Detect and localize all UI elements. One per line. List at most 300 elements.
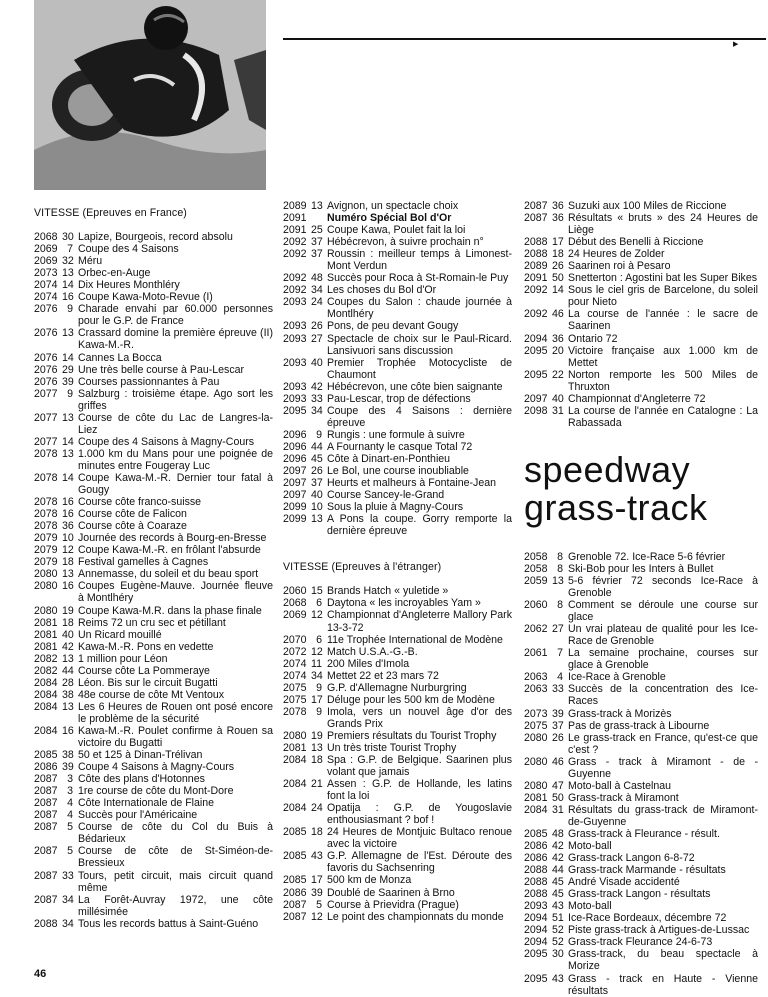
article-title: Heurts et malheurs à Fontaine-Jean: [327, 477, 496, 490]
page-ref: 14: [62, 351, 74, 364]
article-title: Grass-track à Fleurance - résult.: [568, 827, 720, 840]
page-ref: 13: [62, 411, 74, 424]
issue-number: 2097: [283, 489, 307, 502]
issue-number: 2085: [283, 850, 307, 863]
article-title: Snetterton : Agostini bat les Super Bikes: [568, 272, 758, 285]
article-title: Résultats « bruts » des 24 Heures de Liège: [568, 212, 758, 237]
index-entry: [283, 694, 512, 706]
article-title: Salzburg : troisième étape. Ago sort les griffes: [78, 387, 273, 412]
page-ref: 17: [311, 874, 323, 887]
page-ref: 44: [62, 664, 74, 677]
article-title: Côte Internationale de Flaine: [78, 797, 215, 810]
page-ref: 34: [311, 669, 323, 682]
article-title: André Visade accidenté: [568, 876, 680, 889]
index-column-3: [524, 200, 758, 997]
article-title: Course de côte du Col du Buis à Bédarieux: [78, 821, 273, 846]
page-ref: 9: [316, 681, 322, 694]
issue-number: 2087: [34, 809, 58, 822]
index-entry: [34, 653, 273, 665]
issue-number: 2059: [524, 574, 548, 587]
article-title: Brands Hatch « yuletide »: [327, 585, 449, 598]
article-title: Course côte à Coaraze: [78, 520, 187, 533]
page-ref: 33: [311, 392, 323, 405]
index-entry: [283, 682, 512, 694]
index-entry: [283, 320, 512, 332]
article-title: G.P. Allemagne de l'Est. Déroute des favoris du Sachsenring: [327, 850, 512, 875]
article-title: 1.000 km du Mans pour une poignée de minutes entre Fougeray Luc: [78, 447, 273, 472]
article-title: Avignon, un spectacle choix: [327, 200, 459, 212]
section-heading-vitesse-etranger: VITESSE (Epreuves à l'étranger): [283, 561, 442, 574]
article-title: La course de l'année : le sacre de Saarinen: [568, 308, 758, 333]
article-title: Course de côte du Lac de Langres-la-Liez: [78, 411, 273, 436]
issue-number: 2085: [34, 749, 58, 762]
entry-list: [524, 551, 758, 997]
issue-number: 2093: [283, 320, 307, 333]
article-title: Grass-track Fleurance 24-6-73: [568, 936, 713, 949]
article-title: Ice-Race Bordeaux, décembre 72: [568, 912, 727, 925]
page-ref: 15: [311, 585, 323, 598]
index-entry: [524, 900, 758, 912]
index-entry: [524, 756, 758, 780]
entry-list: [34, 231, 273, 930]
article-title: Grass - track à Miramont - de - Guyenne: [568, 755, 758, 780]
page-ref: 44: [311, 440, 323, 453]
issue-number: 2092: [283, 272, 307, 285]
issue-number: 2081: [34, 640, 58, 653]
page-ref: 12: [311, 609, 323, 622]
index-entry: [524, 405, 758, 429]
issue-number: 2092: [283, 248, 307, 261]
page-ref: 36: [552, 212, 564, 225]
page-ref: 11: [311, 657, 322, 670]
issue-number: 2060: [283, 585, 307, 598]
page-ref: 4: [557, 671, 563, 684]
index-entry: [283, 453, 512, 465]
issue-number: 2087: [34, 845, 58, 858]
page-ref: 45: [552, 888, 564, 901]
index-entry: [283, 441, 512, 453]
page-ref: 21: [311, 778, 323, 791]
index-entry: [283, 826, 512, 850]
article-title: Moto-ball: [568, 840, 612, 853]
article-title: La Forêt-Auvray 1972, une côte millésimée: [78, 893, 273, 918]
article-title: Coupe des 4 Saisons à Magny-Cours: [78, 435, 255, 448]
page-ref: 16: [62, 496, 74, 509]
index-entry: [283, 802, 512, 826]
index-entry: [524, 575, 758, 599]
article-title: Moto-ball à Castelnau: [568, 779, 672, 792]
index-entry: [524, 647, 758, 671]
page-ref: 39: [552, 707, 564, 720]
issue-number: 2093: [524, 900, 548, 913]
page-ref: 37: [311, 236, 323, 249]
issue-number: 2080: [34, 604, 58, 617]
page-ref: 31: [552, 803, 564, 816]
page-ref: 13: [311, 200, 323, 212]
page-ref: 42: [311, 380, 323, 393]
index-entry: [524, 393, 758, 405]
page-ref: 34: [62, 917, 74, 930]
index-entry: [34, 364, 273, 376]
issue-number: 2095: [283, 404, 307, 417]
index-entry: [34, 556, 273, 568]
index-column-1: [34, 207, 273, 930]
index-entry: [283, 646, 512, 658]
article-title: Crassard domine la première épreuve (II) Kawa-M.-R.: [78, 327, 273, 352]
page-ref: 4: [67, 809, 73, 822]
article-title: Kawa-M.-R. Poulet confirme à Rouen sa victoire du Bugatti: [78, 724, 273, 750]
issue-number: 2073: [34, 267, 58, 280]
page-ref: 5: [316, 898, 322, 911]
index-entry: [34, 243, 273, 255]
index-entry: [283, 706, 512, 730]
issue-number: 2058: [524, 562, 548, 575]
page-ref: 14: [62, 471, 74, 484]
article-title: Grass-track, du beau spectacle à Morize: [568, 948, 758, 973]
page-ref: 40: [311, 356, 323, 369]
index-entry: [283, 381, 512, 393]
article-title: Coupe 4 Saisons à Magny-Cours: [78, 761, 235, 774]
issue-number: 2091: [283, 224, 307, 237]
index-entry: [283, 513, 512, 537]
article-title: Imola, vers un nouvel âge d'or des Grands Prix: [327, 705, 512, 730]
index-entry: [283, 887, 512, 899]
page-ref: 30: [552, 948, 564, 961]
section-title-speedway: speedway: [524, 448, 691, 490]
issue-number: 2077: [34, 435, 58, 448]
issue-number: 2093: [283, 356, 307, 369]
index-entry: [283, 489, 512, 501]
issue-number: 2074: [34, 291, 58, 304]
article-title: Moto-ball: [568, 900, 612, 913]
issue-number: 2085: [283, 826, 307, 839]
top-rule: [283, 38, 766, 40]
article-title: Résultats du grass-track de Miramont-de-Guyenne: [568, 803, 758, 828]
page-ref: 12: [311, 910, 323, 923]
motorcycle-photo: [34, 0, 266, 190]
article-title: Coupe Kawa-M.-R. Dernier tour fatal à Gougy: [78, 471, 273, 497]
article-title: Léon. Bis sur le circuit Bugatti: [78, 676, 218, 689]
issue-number: 2080: [34, 580, 58, 593]
issue-number: 2087: [283, 898, 307, 911]
index-entry: [524, 912, 758, 924]
article-title: Hébécrevon, à suivre prochain n°: [327, 236, 484, 249]
page-ref: 37: [311, 477, 323, 490]
issue-number: 2075: [283, 681, 307, 694]
page-ref: 7: [557, 647, 563, 660]
issue-number: 2096: [283, 452, 307, 465]
page-ref: 9: [67, 303, 73, 316]
issue-number: 2086: [283, 886, 307, 899]
index-entry: [524, 804, 758, 828]
section-title-grass-track: grass-track: [524, 486, 708, 528]
index-entry: [524, 563, 758, 575]
page-ref: 26: [311, 465, 323, 478]
page-ref: 13: [62, 267, 74, 280]
page-ref: 34: [311, 284, 323, 297]
article-title: Premier Trophée Motocycliste de Chaumont: [327, 356, 512, 381]
issue-number: 2082: [34, 664, 58, 677]
index-entry: [34, 809, 273, 821]
article-title: 50 et 125 à Dinan-Trélivan: [78, 749, 203, 762]
issue-number: 2087: [34, 821, 58, 834]
index-entry: [524, 828, 758, 840]
index-entry: [283, 585, 512, 597]
page-ref: 18: [62, 556, 74, 569]
index-entry: [524, 876, 758, 888]
issue-number: 2081: [34, 628, 58, 641]
article-title: 48e course de côte Mt Ventoux: [78, 688, 225, 701]
article-title: Numéro Spécial Bol d'Or: [327, 212, 452, 225]
index-entry: [283, 778, 512, 802]
index-entry: [524, 260, 758, 272]
page-ref: 39: [62, 761, 74, 774]
article-title: Journée des records à Bourg-en-Bresse: [78, 532, 267, 545]
index-entry: [283, 742, 512, 754]
article-title: Doublé de Saarinen à Brno: [327, 886, 455, 899]
article-title: La semaine prochaine, courses sur glace à Grenoble: [568, 647, 758, 672]
issue-number: 2063: [524, 671, 548, 684]
index-column-2: [283, 200, 512, 923]
page-ref: 48: [311, 272, 323, 285]
article-title: Grass-track Langon - résultats: [568, 888, 711, 901]
issue-number: 2084: [283, 802, 307, 815]
issue-number: 2078: [34, 496, 58, 509]
issue-number: 2091: [524, 272, 548, 285]
index-entry: [524, 599, 758, 623]
page-ref: 37: [311, 248, 323, 261]
issue-number: 2088: [524, 876, 548, 889]
index-entry: [524, 936, 758, 948]
index-entry: [524, 369, 758, 393]
page-ref: 9: [316, 428, 322, 441]
index-entry: [524, 924, 758, 936]
page-ref: 12: [62, 544, 74, 557]
article-title: Annemasse, du soleil et du beau sport: [78, 568, 259, 581]
page-ref: 42: [552, 840, 564, 853]
page-ref: 25: [311, 224, 323, 237]
issue-number: 2069: [34, 255, 58, 268]
article-title: Coupe Kawa-M.-R. en frôlant l'absurde: [78, 544, 261, 557]
page-number: 46: [34, 968, 47, 980]
entry-list: [283, 585, 512, 922]
index-entry: [34, 568, 273, 580]
article-title: Roussin : meilleur temps à Limonest-Mont Verdun: [327, 248, 512, 273]
page-ref: 39: [62, 375, 74, 388]
article-title: Coupe Kawa-Moto-Revue (I): [78, 291, 213, 304]
issue-number: 2088: [524, 888, 548, 901]
index-entry: [34, 388, 273, 412]
issue-number: 2089: [524, 260, 548, 273]
issue-number: 2082: [34, 652, 58, 665]
index-entry: [34, 641, 273, 653]
index-entry: [34, 785, 273, 797]
arrow-marker-icon: ▶: [733, 41, 739, 48]
page-ref: 16: [62, 580, 74, 593]
page-ref: 43: [311, 850, 323, 863]
issue-number: 2092: [524, 308, 548, 321]
page-ref: 40: [62, 628, 74, 641]
index-entry: [34, 689, 273, 701]
article-title: La course de l'année en Catalogne : La Rabassada: [568, 404, 758, 429]
article-title: Le point des championnats du monde: [327, 910, 504, 923]
page-ref: 3: [67, 773, 73, 786]
index-entry: [283, 236, 512, 248]
article-title: Cannes La Bocca: [78, 351, 162, 364]
issue-number: 2081: [524, 791, 548, 804]
index-entry: [524, 840, 758, 852]
issue-number: 2093: [283, 380, 307, 393]
index-entry: [283, 465, 512, 477]
article-title: Orbec-en-Auge: [78, 267, 151, 280]
issue-number: 2094: [524, 332, 548, 345]
issue-number: 2085: [524, 827, 548, 840]
article-title: Pons, de peu devant Gougy: [327, 320, 459, 333]
issue-number: 2061: [524, 647, 548, 660]
issue-number: 2069: [283, 609, 307, 622]
page-ref: 43: [552, 972, 564, 985]
issue-number: 2092: [283, 284, 307, 297]
article-title: 200 Miles d'Imola: [327, 657, 410, 670]
index-entry: [34, 279, 273, 291]
issue-number: 2091: [283, 212, 307, 225]
article-title: Reims 72 un cru sec et pétillant: [78, 616, 226, 629]
page-ref: 27: [311, 332, 323, 345]
index-entry: [34, 918, 273, 930]
index-entry: [283, 670, 512, 682]
page-ref: 50: [552, 791, 564, 804]
page-ref: 14: [62, 435, 74, 448]
issue-number: 2088: [524, 248, 548, 261]
index-entry: [34, 231, 273, 243]
page-ref: 38: [62, 688, 74, 701]
article-title: A Fournanty le casque Total 72: [327, 440, 473, 453]
issue-number: 2069: [34, 243, 58, 256]
page-ref: 28: [62, 676, 74, 689]
page-ref: 19: [311, 729, 323, 742]
issue-number: 2076: [34, 375, 58, 388]
issue-number: 2088: [524, 236, 548, 249]
issue-number: 2080: [524, 779, 548, 792]
issue-number: 2081: [34, 616, 58, 629]
index-entry: [524, 333, 758, 345]
issue-number: 2077: [34, 411, 58, 424]
issue-number: 2087: [524, 200, 548, 212]
issue-number: 2087: [34, 869, 58, 882]
index-entry: [34, 894, 273, 918]
issue-number: 2094: [524, 924, 548, 937]
article-title: Assen : G.P. de Hollande, les latins font la loi: [327, 778, 512, 803]
article-title: Pau-Lescar, trop de défections: [327, 392, 471, 405]
article-title: Succès pour Roca à St-Romain-le Puy: [327, 272, 509, 285]
article-title: Saarinen roi à Pesaro: [568, 260, 671, 273]
issue-number: 2087: [34, 785, 58, 798]
page-ref: 52: [552, 936, 564, 949]
page-ref: 47: [552, 779, 564, 792]
issue-number: 2095: [524, 368, 548, 381]
page-ref: 8: [557, 550, 563, 563]
issue-number: 2068: [34, 231, 58, 244]
article-title: Piste grass-track à Artigues-de-Lussac: [568, 924, 750, 937]
article-title: Kawa-M.-R. Pons en vedette: [78, 640, 214, 653]
page-ref: 30: [62, 231, 74, 244]
article-title: Championnat d'Angleterre Mallory Park 13-3-72: [327, 609, 512, 634]
page-ref: 13: [62, 652, 74, 665]
issue-number: 2086: [524, 852, 548, 865]
page-ref: 31: [552, 404, 564, 417]
index-entry: [283, 429, 512, 441]
index-entry: [34, 773, 273, 785]
article-title: Sous le ciel gris de Barcelone, du soleil pour Nieto: [568, 284, 758, 309]
article-title: Coupe Kawa-M.R. dans la phase finale: [78, 604, 262, 617]
issue-number: 2097: [283, 465, 307, 478]
page-ref: 18: [311, 754, 323, 767]
page-ref: 26: [552, 731, 564, 744]
index-entry: [524, 780, 758, 792]
index-entry: [34, 291, 273, 303]
article-title: Hébécrevon, une côte bien saignante: [327, 380, 503, 393]
article-title: 24 Heures de Zolder: [568, 248, 665, 261]
issue-number: 2094: [524, 936, 548, 949]
page-ref: 8: [557, 562, 563, 575]
issue-number: 2084: [34, 676, 58, 689]
index-entry: [34, 617, 273, 629]
issue-number: 2074: [283, 669, 307, 682]
index-entry: [34, 725, 273, 749]
page-ref: 13: [311, 513, 323, 526]
issue-number: 2078: [34, 508, 58, 521]
issue-number: 2096: [283, 440, 307, 453]
article-title: 1re course de côte du Mont-Dore: [78, 785, 234, 798]
index-entry: [283, 730, 512, 742]
article-title: Festival gamelles à Cagnes: [78, 556, 209, 569]
index-entry: [34, 821, 273, 845]
page-ref: 42: [62, 640, 74, 653]
index-entry: [34, 532, 273, 544]
page-ref: 43: [552, 900, 564, 913]
index-entry: [283, 501, 512, 513]
index-entry: [283, 899, 512, 911]
index-entry: [283, 296, 512, 320]
page-ref: 7: [67, 243, 73, 256]
index-entry: [34, 845, 273, 869]
page-ref: 8: [557, 599, 563, 612]
page-ref: 20: [552, 344, 564, 357]
article-title: Daytona « les incroyables Yam »: [327, 597, 481, 610]
article-title: Un vrai plateau de qualité pour les Ice-Race de Grenoble: [568, 623, 758, 648]
page-ref: 16: [62, 291, 74, 304]
issue-number: 2094: [524, 912, 548, 925]
index-entry: [34, 520, 273, 532]
page-ref: 16: [62, 724, 74, 737]
page-ref: 32: [62, 255, 74, 268]
article-title: Opatija : G.P. de Yougoslavie enthousiasmant ? bof !: [327, 802, 512, 827]
article-title: Grass-track à Morizès: [568, 707, 672, 720]
page-ref: 36: [62, 520, 74, 533]
index-entry: [524, 852, 758, 864]
page-ref: 12: [311, 645, 323, 658]
page-ref: 27: [552, 623, 564, 636]
index-entry: [283, 754, 512, 778]
index-entry: [283, 284, 512, 296]
issue-number: 2097: [283, 477, 307, 490]
article-title: Match U.S.A.-G.-B.: [327, 645, 418, 658]
issue-number: 2092: [524, 284, 548, 297]
article-title: G.P. d'Allemagne Nurburgring: [327, 681, 467, 694]
page-ref: 45: [311, 452, 323, 465]
index-entry: [524, 792, 758, 804]
page-ref: 44: [552, 864, 564, 877]
